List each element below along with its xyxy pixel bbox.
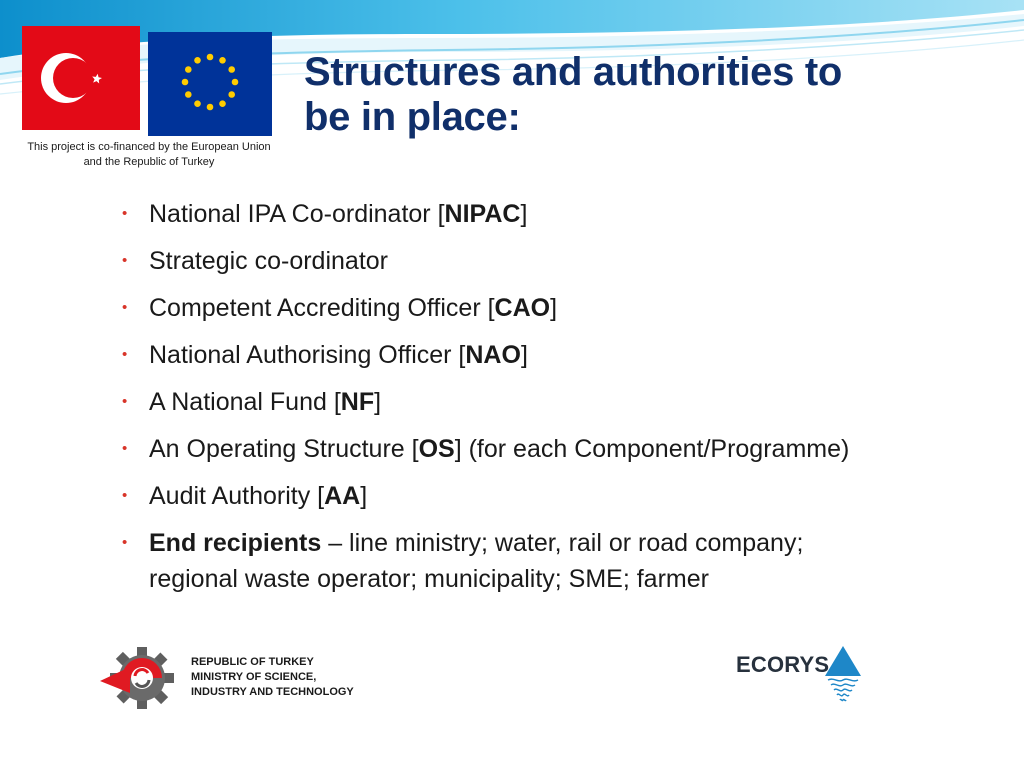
bullet-dot-icon: • [122,440,128,457]
item-text-end: ] [520,341,528,369]
list-item-nipac [122,196,1002,232]
ministry-name [191,655,354,700]
item-text: A National Fund [ [149,388,341,416]
item-text: Strategic co-ordinator [149,247,389,275]
ministry-name-line-1: REPUBLIC OF TURKEY [191,656,314,668]
item-text: Competent Accrediting Officer [ [149,294,495,322]
slide-title-line-1: Structures and authorities to [304,50,843,94]
bullet-dot-icon: • [122,487,128,504]
item-text-end: ] [550,294,558,322]
ministry-gear-logo-icon [100,645,182,711]
item-text: National Authorising Officer [ [149,341,466,369]
turkey-flag-icon [22,26,140,130]
eu-flag-icon [148,32,272,136]
item-acronym: CAO [494,294,551,322]
cofinance-note: This project is co-financed by the European Union and the Republic of Turkey [27,141,271,168]
bullet-dot-icon: • [122,205,128,222]
list-item-strategic-coordinator [122,243,1002,279]
item-text-continuation: regional waste operator; municipality; SME; farmer [149,565,709,593]
authorities-list [122,196,1002,608]
item-acronym: OS [418,435,455,463]
item-acronym: NAO [465,341,521,369]
item-term: End recipients [149,529,322,557]
list-item-end-recipients [122,525,1002,597]
list-item-cao [122,290,1002,326]
item-text: Audit Authority [ [149,482,325,510]
bullet-dot-icon: • [122,252,128,269]
item-acronym: NIPAC [444,200,521,228]
bullet-dot-icon: • [122,346,128,363]
item-text-end: ] (for each Component/Programme) [454,435,850,463]
ministry-name-line-2: MINISTRY OF SCIENCE, [191,671,317,683]
list-item-nf [122,384,1002,420]
slide-title-line-2: be in place: [304,95,521,139]
bullet-dot-icon: • [122,393,128,410]
ministry-name-line-3: INDUSTRY AND TECHNOLOGY [191,686,354,698]
ecorys-logo-text: ECORYS [736,652,830,677]
bullet-dot-icon: • [122,534,128,551]
item-text: National IPA Co-ordinator [ [149,200,445,228]
item-text-end: ] [374,388,382,416]
item-text-end: ] [520,200,528,228]
item-text: An Operating Structure [ [149,435,419,463]
list-item-aa [122,478,1002,514]
item-acronym: AA [324,482,361,510]
item-acronym: NF [340,388,375,416]
ecorys-triangle-logo-icon [824,644,862,704]
item-text-end: – line ministry; water, rail or road company; [321,529,804,557]
item-text-end: ] [360,482,368,510]
bullet-dot-icon: • [122,299,128,316]
list-item-os [122,431,1002,467]
list-item-nao [122,337,1002,373]
flags-logo [22,24,272,136]
slide-title [304,50,1004,140]
